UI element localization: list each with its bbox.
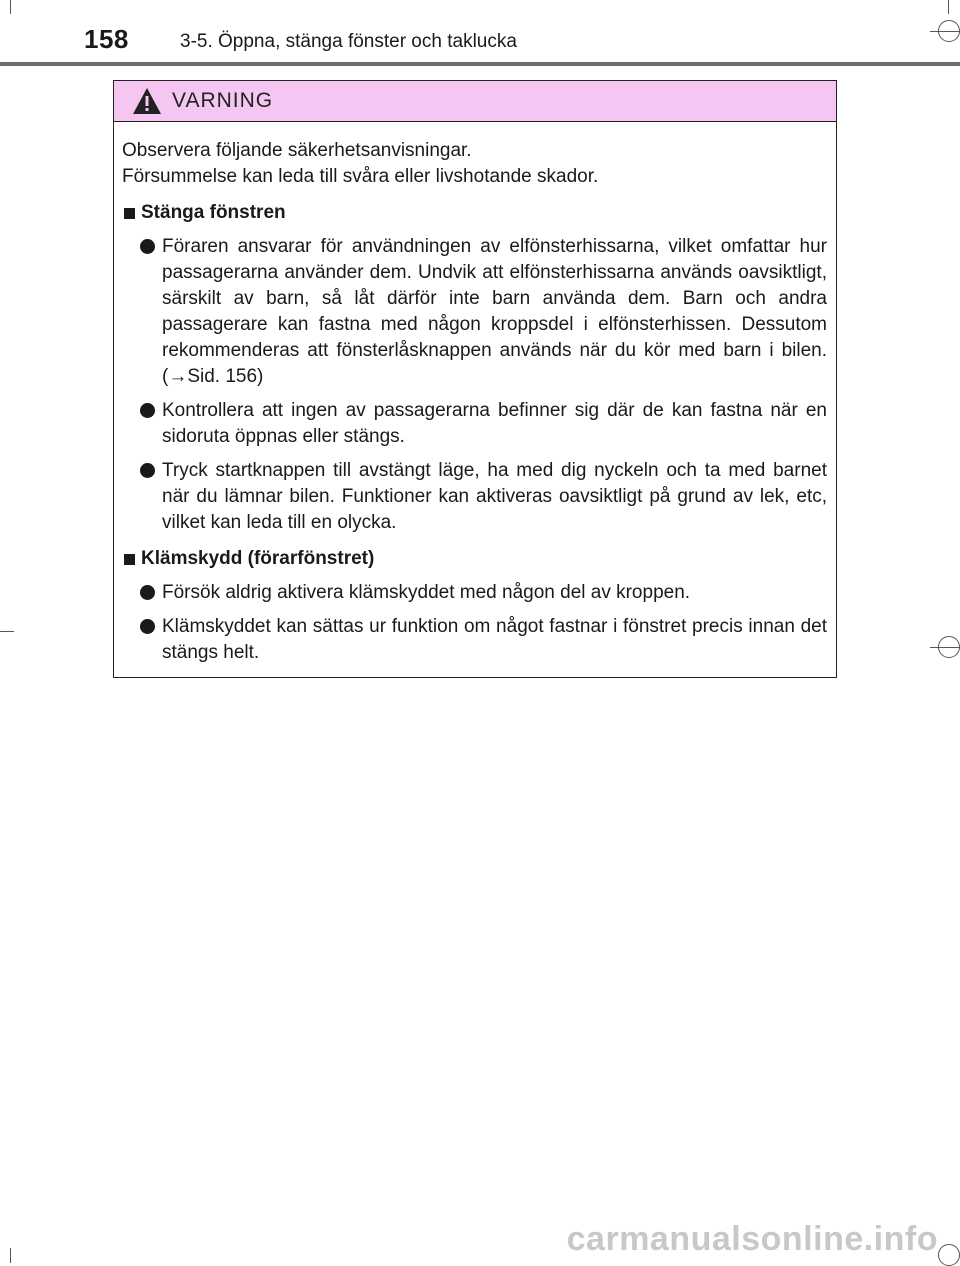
warning-intro <box>122 138 827 190</box>
list-item <box>122 580 827 606</box>
warning-box <box>113 80 837 678</box>
square-bullet-icon <box>124 554 135 565</box>
list-item-text: Tryck startknappen till avstängt läge, ha med dig nyckeln och ta med barnet när du lämnar bilen. Funktioner kan aktiveras oavsiktligt på grund av lek, etc, vilket kan leda till en olycka. <box>162 460 827 533</box>
crop-mark-mid-left <box>0 631 14 632</box>
list-item-text: Föraren ansvarar för användningen av elfönsterhissarna, vilket omfattar hur passagerarna använder dem. Undvik att elfönsterhissarna används oavsiktligt, särskilt av barn, så låt därför inte barn använda dem. Barn och andra passagerare kan fastna med någon kroppsdel i elfönsterhissen. Dessutom rekommenderas att fönsterlåsknappen används när du kör med barn i bilen. (→Sid. 156) <box>162 236 827 387</box>
section-heading-text: Stänga fönstren <box>141 202 286 223</box>
registration-mark-line <box>930 31 960 32</box>
list-item-text: Klämskyddet kan sättas ur funktion om något fastnar i fönstret precis innan det stängs helt. <box>162 616 827 663</box>
circle-bullet-icon <box>140 398 156 450</box>
circle-bullet-icon <box>140 580 156 606</box>
section-pinch-protection <box>122 546 827 666</box>
section-heading <box>122 546 827 572</box>
circle-bullet-icon <box>140 234 156 390</box>
registration-mark-line <box>930 647 960 648</box>
section-title: 3-5. Öppna, stänga fönster och taklucka <box>180 31 517 52</box>
list-item <box>122 614 827 666</box>
square-bullet-icon <box>124 208 135 219</box>
warning-triangle-icon <box>132 87 162 115</box>
header-rule <box>0 62 960 66</box>
page-number: 158 <box>84 24 129 54</box>
warning-header <box>114 81 836 122</box>
list-item-text: Kontrollera att ingen av passagerarna befinner sig där de kan fastna när en sidoruta öppnas eller stängs. <box>162 400 827 447</box>
section-heading <box>122 200 827 226</box>
list-item <box>122 398 827 450</box>
crop-mark-top-right <box>948 0 949 14</box>
intro-line: Observera följande säkerhetsanvisningar. <box>122 140 472 161</box>
circle-bullet-icon <box>140 458 156 536</box>
section-closing-windows <box>122 200 827 536</box>
warning-body <box>114 122 836 666</box>
intro-line: Försummelse kan leda till svåra eller livshotande skador. <box>122 166 599 187</box>
warning-title: VARNING <box>172 89 274 112</box>
crop-mark-bottom-left <box>10 1248 11 1263</box>
circle-bullet-icon <box>140 614 156 666</box>
section-heading-text: Klämskydd (förarfönstret) <box>141 548 375 569</box>
crop-mark-top-left <box>10 0 11 14</box>
list-item <box>122 458 827 536</box>
watermark: carmanualsonline.info <box>566 1220 938 1258</box>
list-item <box>122 234 827 390</box>
list-item-text: Försök aldrig aktivera klämskyddet med någon del av kroppen. <box>162 582 691 603</box>
